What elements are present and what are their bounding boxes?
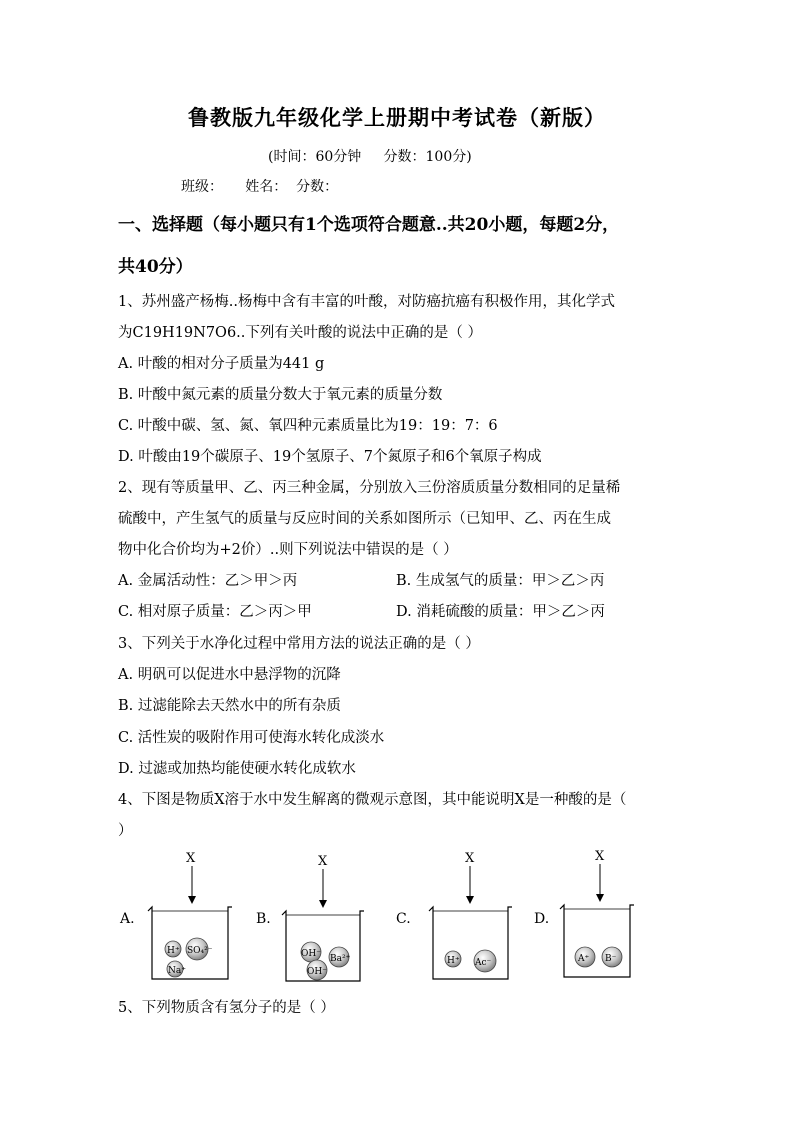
q3-stem: 3、下列关于水净化过程中常用方法的说法正确的是（ ） (118, 636, 480, 652)
ion-barium (329, 947, 351, 967)
substance-label-d: X (595, 849, 605, 864)
substance-label-c: X (465, 851, 475, 866)
ion-label: A⁺ (578, 954, 590, 964)
ion-label: B⁻ (605, 954, 617, 964)
section-heading-cont: 共40分） (118, 257, 193, 277)
q1-stem-line1: 1、苏州盛产杨梅..杨梅中含有丰富的叶酸，对防癌抗癌有积极作用，其化学式 (118, 294, 615, 310)
q1-stem-line2: 为C19H19N7O6..下列有关叶酸的说法中正确的是（ ） (118, 325, 482, 341)
option-label-b: B. (256, 911, 271, 927)
q2-option-d: D. 消耗硫酸的质量：甲＞乙＞丙 (396, 604, 605, 620)
substance-label-a: X (186, 851, 196, 866)
q4-stem-line2: ） (118, 823, 133, 839)
substance-label-b: X (318, 854, 328, 869)
exam-title: 鲁教版九年级化学上册期中考试卷（新版） (188, 105, 606, 130)
ion-label: OH⁻ (307, 967, 327, 977)
ion-hydroxide (307, 960, 327, 980)
q2-stem-line2: 硫酸中，产生氢气的质量与反应时间的关系如图所示（已知甲、乙、丙在生成 (118, 511, 611, 527)
ion-sodium (167, 961, 186, 977)
q1-option-d: D. 叶酸由19个碳原子、19个氢原子、7个氮原子和6个氧原子构成 (118, 449, 542, 465)
q4-stem-line1: 4、下图是物质X溶于水中发生解离的微观示意图，其中能说明X是一种酸的是（ (118, 792, 627, 808)
ion-acetate (474, 950, 496, 972)
ion-label: Na⁺ (168, 966, 186, 976)
ion-hydroxide (301, 942, 321, 962)
q2-option-c: C. 相对原子质量：乙＞丙＞甲 (118, 604, 312, 620)
ion-h-plus (445, 951, 461, 967)
q3-option-d: D. 过滤或加热均能使硬水转化成软水 (118, 761, 356, 777)
option-label-a: A. (120, 911, 135, 927)
option-label-d: D. (534, 911, 550, 927)
ion-label: Ba²⁺ (330, 954, 351, 964)
q1-option-b: B. 叶酸中氮元素的质量分数大于氧元素的质量分数 (118, 387, 443, 403)
q2-option-a: A. 金属活动性：乙＞甲＞丙 (118, 573, 298, 589)
q3-option-b: B. 过滤能除去天然水中的所有杂质 (118, 698, 341, 714)
q1-option-c: C. 叶酸中碳、氢、氮、氧四种元素质量比为19：19：7：6 (118, 418, 498, 434)
q1-option-a: A. 叶酸的相对分子质量为441 g (118, 356, 325, 372)
q2-stem-line1: 2、现有等质量甲、乙、丙三种金属，分别放入三份溶质质量分数相同的足量稀 (118, 480, 621, 496)
q2-option-b: B. 生成氢气的质量：甲＞乙＞丙 (396, 573, 605, 589)
q3-option-a: A. 明矾可以促进水中悬浮物的沉降 (118, 667, 341, 683)
beaker-b (256, 854, 364, 981)
beaker-diagrams (118, 845, 648, 985)
q3-option-c: C. 活性炭的吸附作用可使海水转化成淡水 (118, 730, 385, 746)
ion-h-plus (165, 941, 181, 957)
option-label-c: C. (396, 911, 411, 927)
q2-stem-line3: 物中化合价均为+2价）..则下列说法中错误的是（ ） (118, 542, 458, 558)
ion-label: Ac⁻ (475, 958, 492, 968)
ion-label: H⁺ (447, 956, 460, 966)
ion-label: OH⁻ (301, 949, 321, 959)
beaker-a (119, 851, 232, 979)
beaker-c (396, 851, 512, 979)
q5-stem: 5、下列物质含有氢分子的是（ ） (118, 1000, 335, 1016)
ion-label: H⁺ (167, 946, 180, 956)
section-heading: 一、选择题（每小题只有1个选项符合题意..共20小题，每题2分， (118, 215, 620, 235)
student-info-line: 班级： 姓名： 分数： (181, 179, 339, 195)
ion-sulfate (186, 938, 213, 960)
ion-b-minus (602, 947, 622, 967)
ion-label: SO₄²⁻ (187, 946, 213, 956)
ion-a-plus (575, 947, 595, 967)
exam-subtitle: (时间：60分钟 分数：100分) (268, 149, 472, 165)
beaker-d (534, 849, 634, 977)
